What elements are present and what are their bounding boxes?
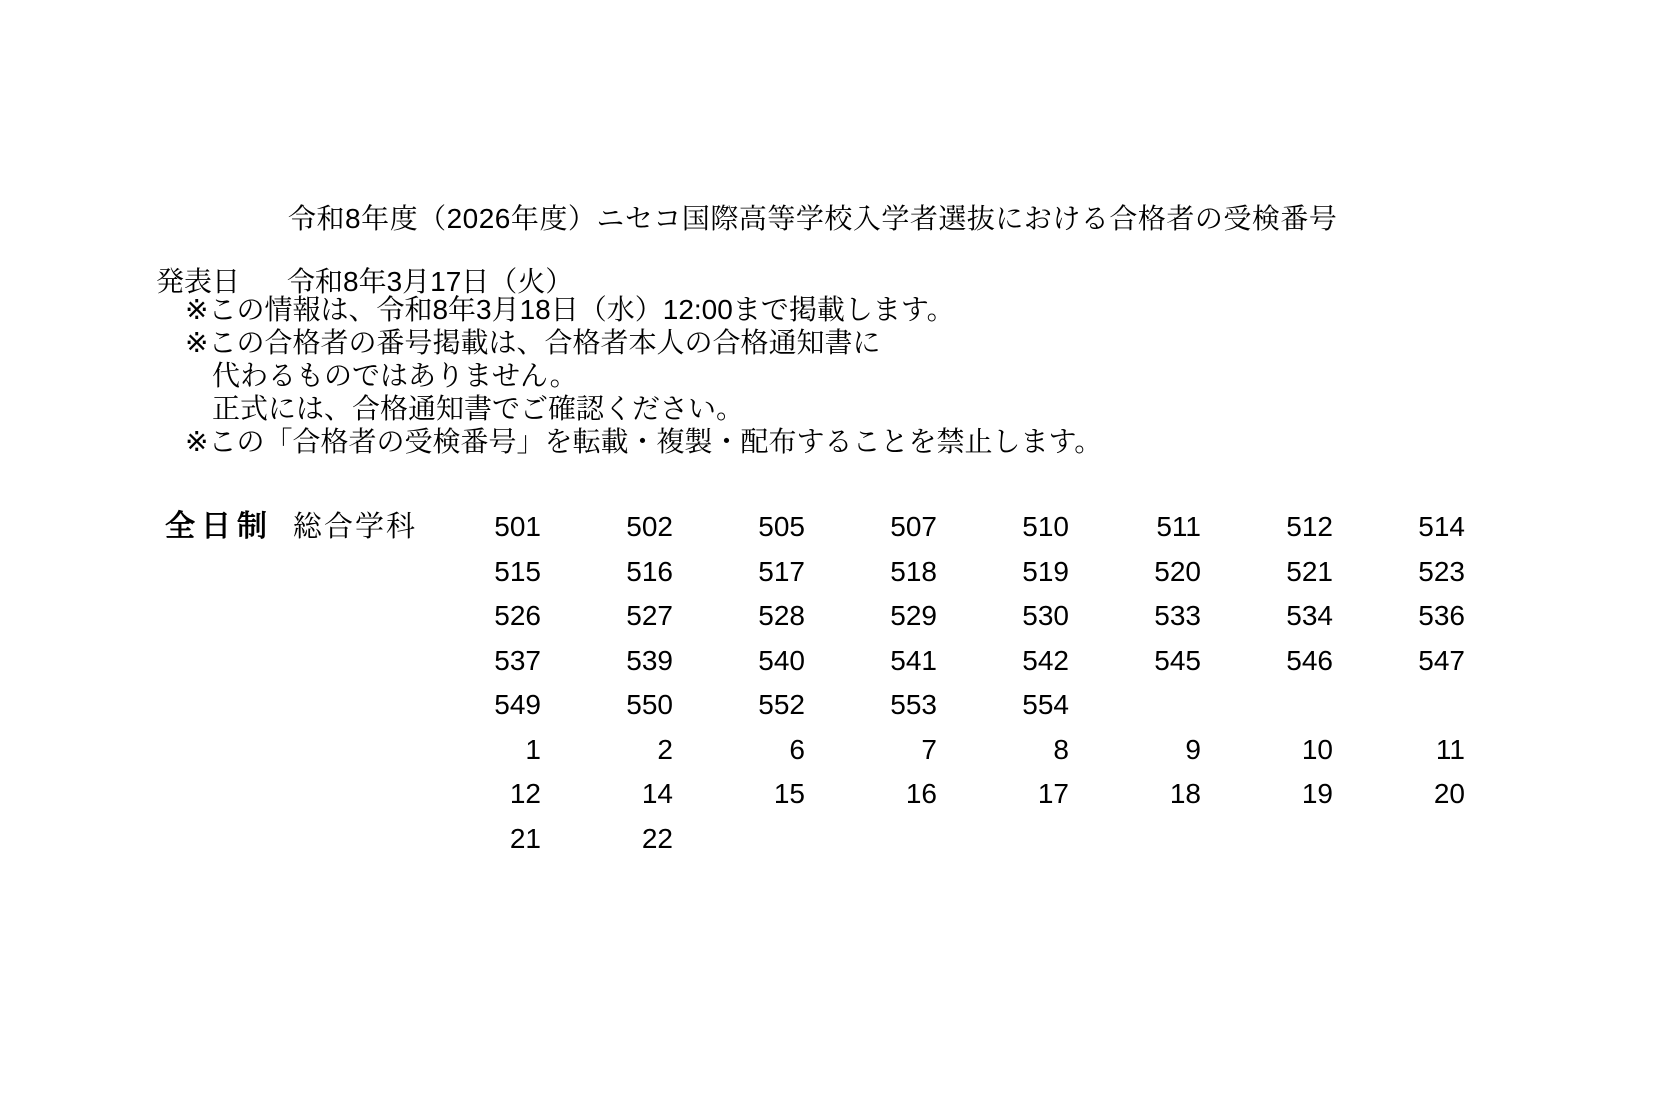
note-line: ※この情報は、令和8年3月18日（水）12:00まで掲載します。	[185, 294, 955, 325]
number-grid	[409, 505, 1465, 861]
empty-cell	[1333, 817, 1465, 862]
examinee-number: 545	[1154, 644, 1201, 676]
examinee-number: 536	[1418, 600, 1465, 631]
examinee-number: 534	[1286, 600, 1333, 631]
examinee-number: 537	[494, 644, 541, 676]
examinee-number: 502	[626, 511, 673, 542]
examinee-number: 21	[509, 822, 541, 854]
examinee-number: 17	[1037, 778, 1069, 809]
empty-cell	[1069, 817, 1201, 862]
note-line: ※この「合格者の受検番号」を転載・複製・配布することを禁止します。	[185, 426, 1103, 457]
examinee-number: 501	[494, 511, 541, 542]
examinee-number: 12	[509, 778, 541, 809]
examinee-number: 528	[758, 600, 805, 631]
examinee-number: 7	[921, 733, 937, 765]
examinee-number: 521	[1286, 555, 1333, 587]
examinee-number: 552	[758, 689, 805, 720]
department-label: 総合学科	[293, 511, 418, 543]
examinee-number: 8	[1053, 733, 1069, 765]
examinee-number: 18	[1169, 778, 1201, 809]
note-line: 代わるものではありません。	[212, 360, 578, 391]
examinee-number: 11	[1435, 733, 1465, 765]
number-row	[409, 683, 1465, 728]
examinee-number: 523	[1418, 555, 1465, 587]
page-title: 令和8年度（2026年度）ニセコ国際高等学校入学者選抜における合格者の受検番号	[288, 203, 1338, 234]
empty-cell	[673, 817, 805, 862]
number-row	[409, 772, 1465, 817]
announcement-label: 発表日	[156, 266, 241, 297]
examinee-number: 517	[758, 555, 805, 587]
examinee-number: 550	[626, 689, 673, 720]
examinee-number: 546	[1286, 644, 1333, 676]
number-row	[409, 505, 1465, 550]
examinee-number: 540	[758, 644, 805, 676]
empty-cell	[937, 817, 1069, 862]
empty-cell	[1333, 683, 1465, 728]
examinee-number: 515	[494, 555, 541, 587]
examinee-number: 16	[905, 778, 937, 809]
examinee-number: 553	[890, 689, 937, 720]
examinee-number: 547	[1418, 644, 1465, 676]
examinee-number: 6	[789, 733, 805, 765]
examinee-number: 505	[758, 511, 805, 542]
examinee-number: 530	[1022, 600, 1069, 631]
number-row	[409, 639, 1465, 684]
examinee-number: 520	[1154, 555, 1201, 587]
examinee-number: 541	[890, 644, 937, 676]
system-label: 全日制	[165, 510, 273, 543]
examinee-number: 2	[657, 733, 673, 765]
examinee-number: 554	[1022, 689, 1069, 720]
examinee-number: 22	[641, 822, 673, 854]
examinee-number: 512	[1286, 511, 1333, 542]
examinee-number: 510	[1022, 511, 1069, 542]
number-row	[409, 594, 1465, 639]
examinee-number: 518	[890, 555, 937, 587]
examinee-number: 511	[1156, 511, 1201, 542]
note-line: ※この合格者の番号掲載は、合格者本人の合格通知書に	[185, 327, 881, 358]
examinee-number: 542	[1022, 644, 1069, 676]
examinee-number: 533	[1154, 600, 1201, 631]
examinee-number: 14	[641, 778, 673, 809]
empty-cell	[1201, 817, 1333, 862]
examinee-number: 527	[626, 600, 673, 631]
number-row	[409, 817, 1465, 862]
empty-cell	[1201, 683, 1333, 728]
examinee-number: 526	[494, 600, 541, 631]
examinee-number: 19	[1301, 778, 1333, 809]
empty-cell	[1069, 683, 1201, 728]
examinee-number: 516	[626, 555, 673, 587]
examinee-number: 20	[1433, 778, 1465, 809]
examinee-number: 507	[890, 511, 937, 542]
examinee-number: 519	[1022, 555, 1069, 587]
number-row	[409, 728, 1465, 773]
examinee-number: 1	[525, 733, 541, 765]
examinee-number: 514	[1418, 511, 1465, 542]
examinee-number: 9	[1185, 733, 1201, 765]
examinee-number: 549	[494, 689, 541, 720]
note-line: 正式には、合格通知書でご確認ください。	[212, 393, 745, 424]
examinee-number: 539	[626, 644, 673, 676]
announcement-date: 令和8年3月17日（火）	[287, 266, 574, 297]
empty-cell	[805, 817, 937, 862]
notes-block	[185, 293, 1102, 458]
examinee-number: 15	[773, 778, 805, 809]
examinee-number: 529	[890, 600, 937, 631]
examinee-number: 10	[1301, 733, 1333, 765]
number-row	[409, 550, 1465, 595]
